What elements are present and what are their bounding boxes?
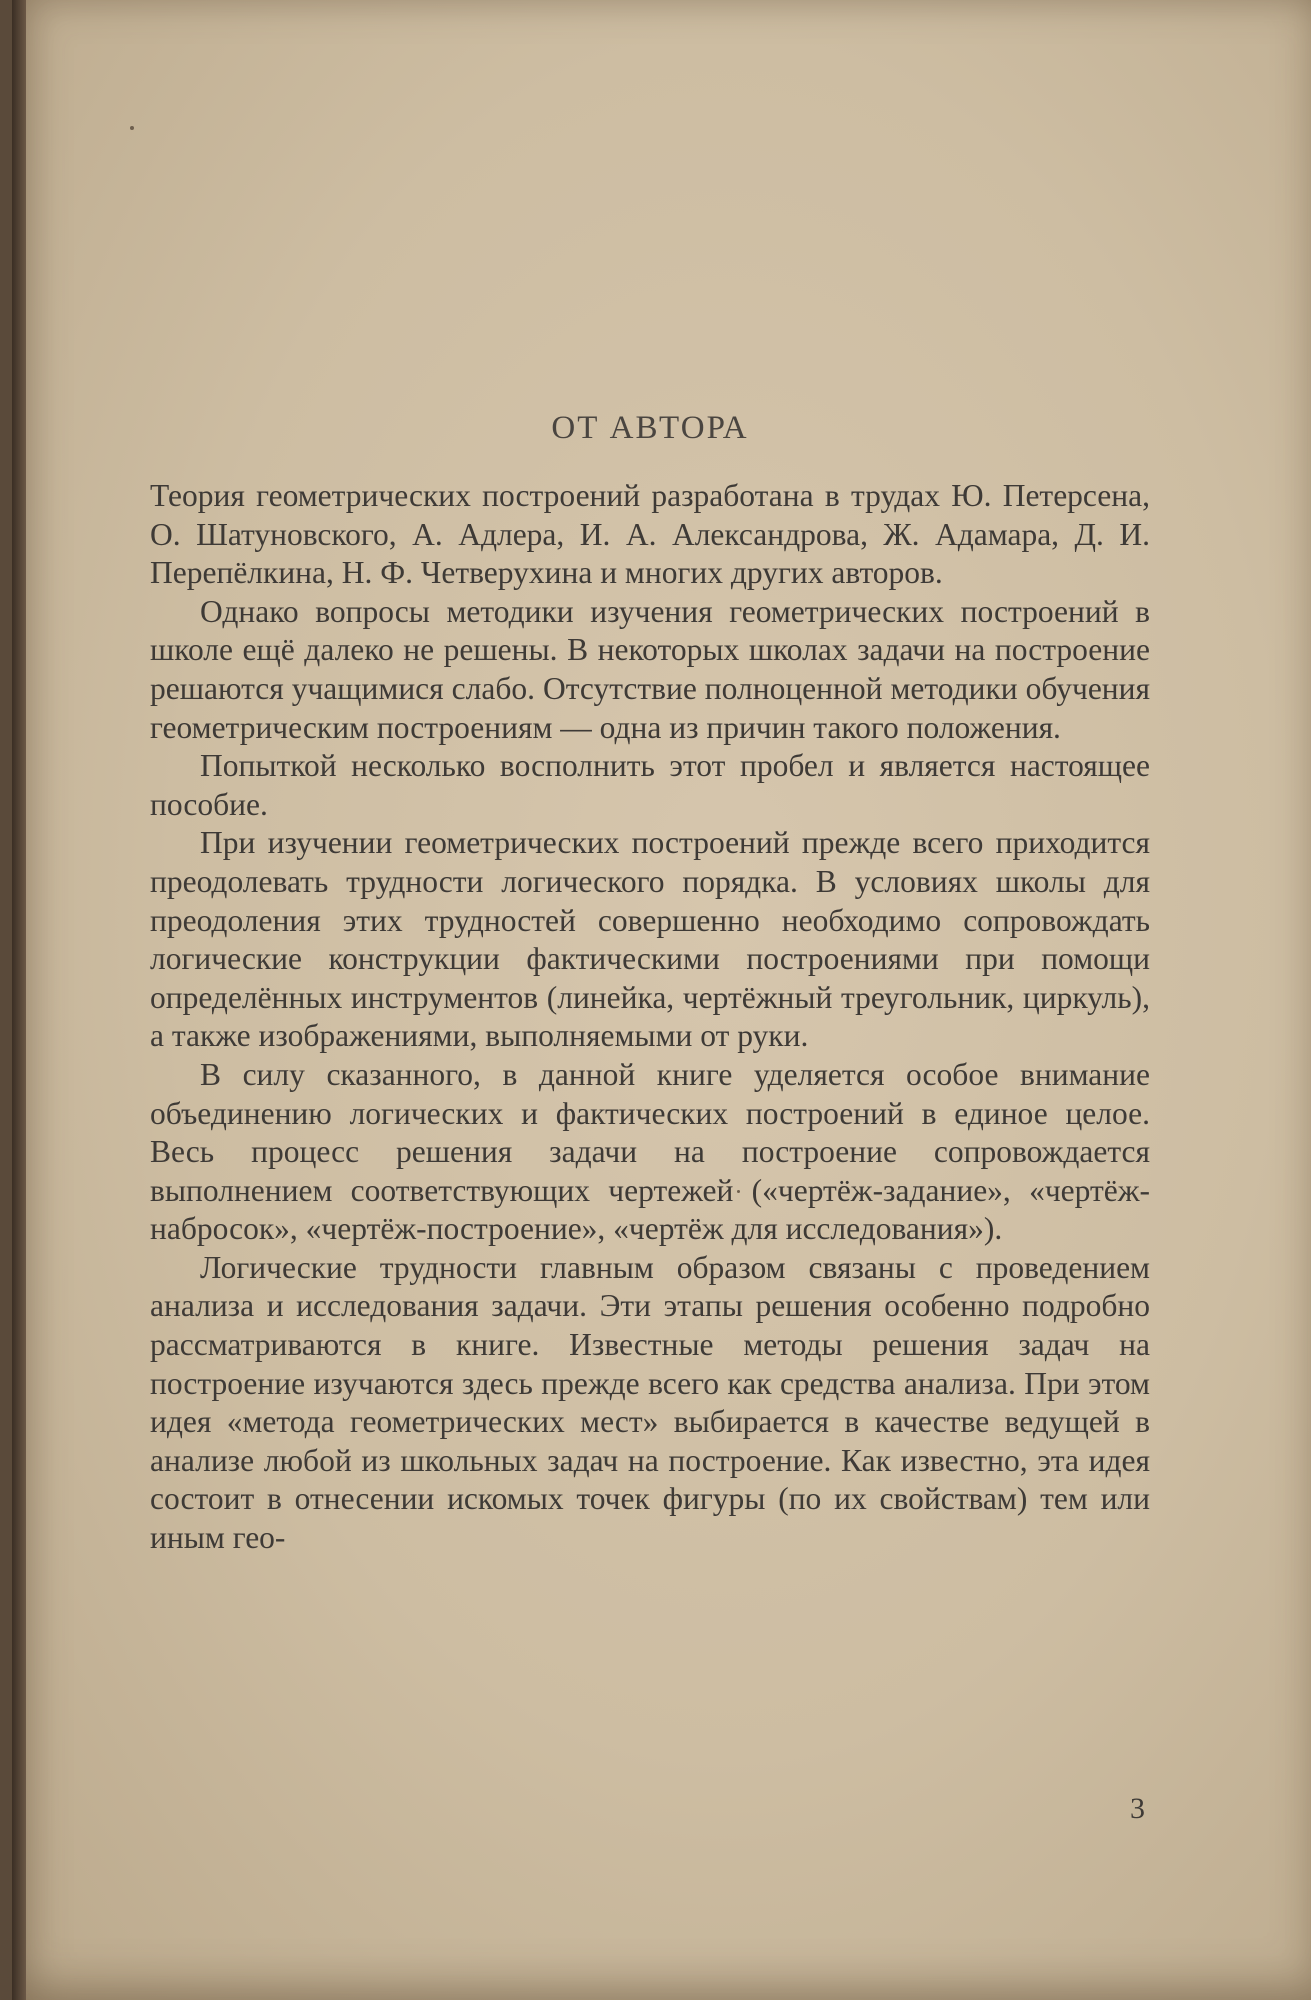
page-number: 3 <box>1130 1792 1145 1825</box>
page-text <box>150 410 1150 1558</box>
paragraph-3: Попыткой несколько восполнить этот пробел и является настоящее пособие. <box>150 748 1150 822</box>
paragraph-5: В силу сказанного, в данной книге уделяется особое внимание объединению логических и фактических построений в единое целое. Весь процесс решения задачи на построение сопровождается выполнением соответствующих чертежей («чертёж-задание», «чертёж-набросок», «чертёж-построение», «чертёж для исследования»). <box>150 1056 1150 1247</box>
book-spine-edge <box>12 0 26 2000</box>
paragraph-1: Теория геометрических построений разработана в трудах Ю. Петерсена, О. Шатуновского, А. Адлера, И. А. Александрова, Ж. Адамара, Д. И. Перепёлкина, Н. Ф. Четверухина и многих других авторов. <box>150 478 1150 591</box>
paragraph-4: При изучении геометрических построений прежде всего приходится преодолевать трудности логического порядка. В условиях школы для преодоления этих трудностей совершенно необходимо сопровождать логические конструкции фактическими построениями при помощи определённых инструментов (линейка, чертёжный треугольник, циркуль), а также изображениями, выполняемыми от руки. <box>150 825 1150 1054</box>
paper-speck <box>130 126 134 130</box>
paragraph-6: Логические трудности главным образом связаны с проведением анализа и исследования задачи. Эти этапы решения особенно подробно рассматриваются в книге. Известные методы решения задач на построение изучаются здесь прежде всего как средства анализа. При этом идея «метода геометрических мест» выбирается в качестве ведущей в анализе любой из школьных задач на построение. Как известно, эта идея состоит в отнесении искомых точек фигуры (по их свойствам) тем или иным гео- <box>150 1249 1150 1556</box>
page-title: ОТ АВТОРА <box>551 410 749 446</box>
book-page <box>12 0 1311 2000</box>
paragraph-2: Однако вопросы методики изучения геометрических построений в школе ещё далеко не решены. В некоторых школах задачи на построение решаются учащимися слабо. Отсутствие полноценной методики обучения геометрическим построениям — одна из причин такого положения. <box>150 593 1150 745</box>
